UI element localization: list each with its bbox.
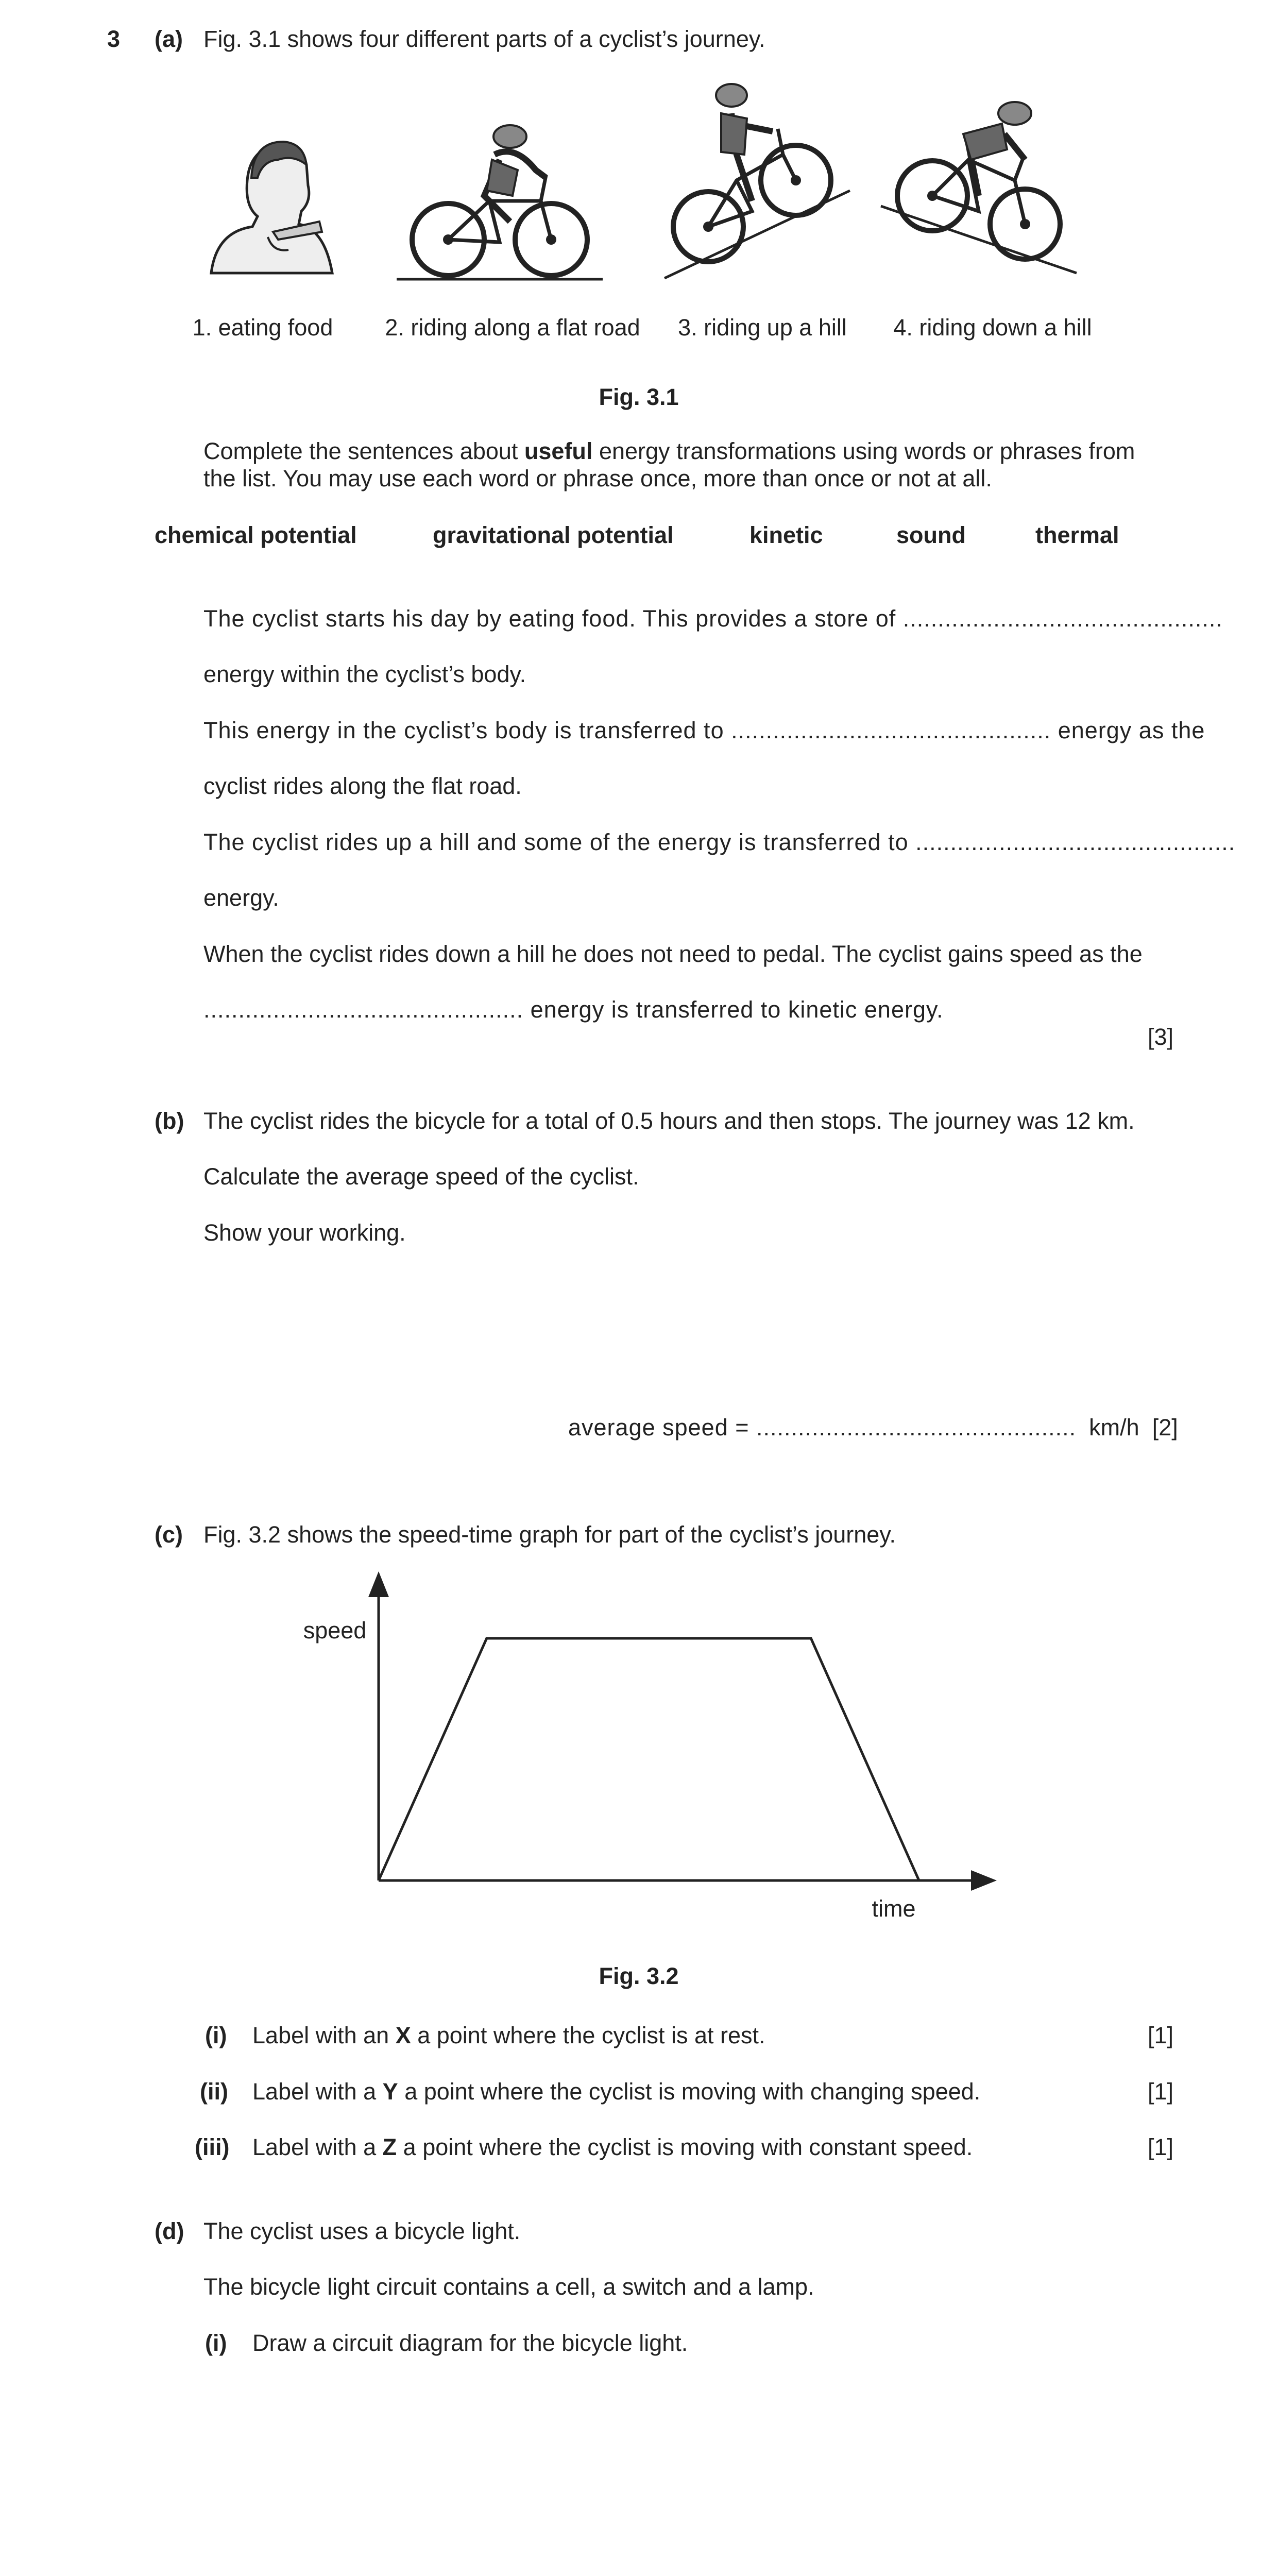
word-sound: sound	[896, 522, 966, 548]
part-b-line-1: The cyclist rides the bicycle for a total of 0.5 hours and then stops. The journey was 12 km.	[203, 1108, 1135, 1134]
part-a-intro: Fig. 3.1 shows four different parts of a cyclist’s journey.	[203, 26, 765, 52]
word-thermal: thermal	[1035, 522, 1119, 548]
part-a-label: (a)	[155, 26, 183, 52]
part-c-intro: Fig. 3.2 shows the speed-time graph for part of the cyclist’s journey.	[203, 1521, 896, 1548]
part-d-line-1: The cyclist uses a bicycle light.	[203, 2218, 521, 2244]
sentence-line-8: .............................................. energy is transferred to kinetic energy.	[203, 996, 944, 1023]
cyclist-flat-road-icon	[391, 113, 608, 289]
part-a-marks: [3]	[1147, 1024, 1173, 1050]
part-d-line-2: The bicycle light circuit contains a cell, a switch and a lamp.	[203, 2274, 814, 2300]
y-axis-label: speed	[303, 1617, 367, 1643]
item-ii-text: Label with a Y a point where the cyclist is moving with changing speed.	[252, 2078, 981, 2105]
part-b-label: (b)	[155, 1108, 184, 1134]
circuit-drawing-area[interactable]	[203, 2370, 1177, 2576]
part-b-line-2: Calculate the average speed of the cyclist.	[203, 1163, 639, 1190]
sentence-line-2: energy within the cyclist’s body.	[203, 661, 526, 687]
instruction-line-1: Complete the sentences about useful energy transformations using words or phrases from	[203, 438, 1135, 464]
part-b-line-3: Show your working.	[203, 1219, 406, 1246]
sub-i-text: Draw a circuit diagram for the bicycle light.	[252, 2330, 688, 2356]
sentence-line-4: cyclist rides along the flat road.	[203, 773, 522, 799]
part-c-label: (c)	[155, 1521, 183, 1548]
sentence-line-6: energy.	[203, 885, 279, 911]
sentence-line-5: The cyclist rides up a hill and some of the energy is transferred to ..............................................	[203, 829, 1236, 855]
word-gravitational-potential: gravitational potential	[433, 522, 674, 548]
caption-eating-food: 1. eating food	[192, 314, 333, 341]
question-number: 3	[107, 26, 121, 52]
item-ii-num: (ii)	[200, 2078, 228, 2105]
word-chemical-potential: chemical potential	[155, 522, 357, 548]
instruction-line-2: the list. You may use each word or phrase once, more than once or not at all.	[203, 465, 992, 492]
item-i-num: (i)	[205, 2022, 227, 2048]
sentence-line-1: The cyclist starts his day by eating food. This provides a store of ..............................................	[203, 605, 1223, 632]
item-iii-text: Label with a Z a point where the cyclist is moving with constant speed.	[252, 2134, 973, 2160]
item-i-text: Label with an X a point where the cyclist is at rest.	[252, 2022, 765, 2048]
part-d-label: (d)	[155, 2218, 184, 2244]
caption-down-hill: 4. riding down a hill	[893, 314, 1092, 341]
cyclist-downhill-icon	[876, 93, 1082, 283]
caption-flat-road: 2. riding along a flat road	[385, 314, 640, 341]
series-line-speed	[379, 1638, 919, 1880]
item-iii-marks: [1]	[1147, 2134, 1173, 2160]
caption-up-hill: 3. riding up a hill	[678, 314, 847, 341]
average-speed-answer[interactable]: average speed = .............................................. km/h [2]	[568, 1414, 1178, 1440]
cyclist-uphill-icon	[659, 77, 855, 283]
item-i-marks: [1]	[1147, 2022, 1173, 2048]
item-ii-marks: [1]	[1147, 2078, 1173, 2105]
sentence-line-7: When the cyclist rides down a hill he does not need to pedal. The cyclist gains speed as the	[203, 941, 1143, 967]
sentence-line-3: This energy in the cyclist’s body is transferred to .............................................. energy as the	[203, 717, 1205, 743]
x-axis-label: time	[872, 1895, 916, 1922]
sub-i-num: (i)	[205, 2330, 227, 2356]
fig-3-2-label: Fig. 3.2	[599, 1963, 679, 1989]
fig-3-1-label: Fig. 3.1	[599, 384, 679, 410]
speed-time-graph	[268, 1566, 1041, 1937]
person-eating-icon	[196, 129, 350, 283]
word-kinetic: kinetic	[749, 522, 823, 548]
item-iii-num: (iii)	[195, 2134, 230, 2160]
